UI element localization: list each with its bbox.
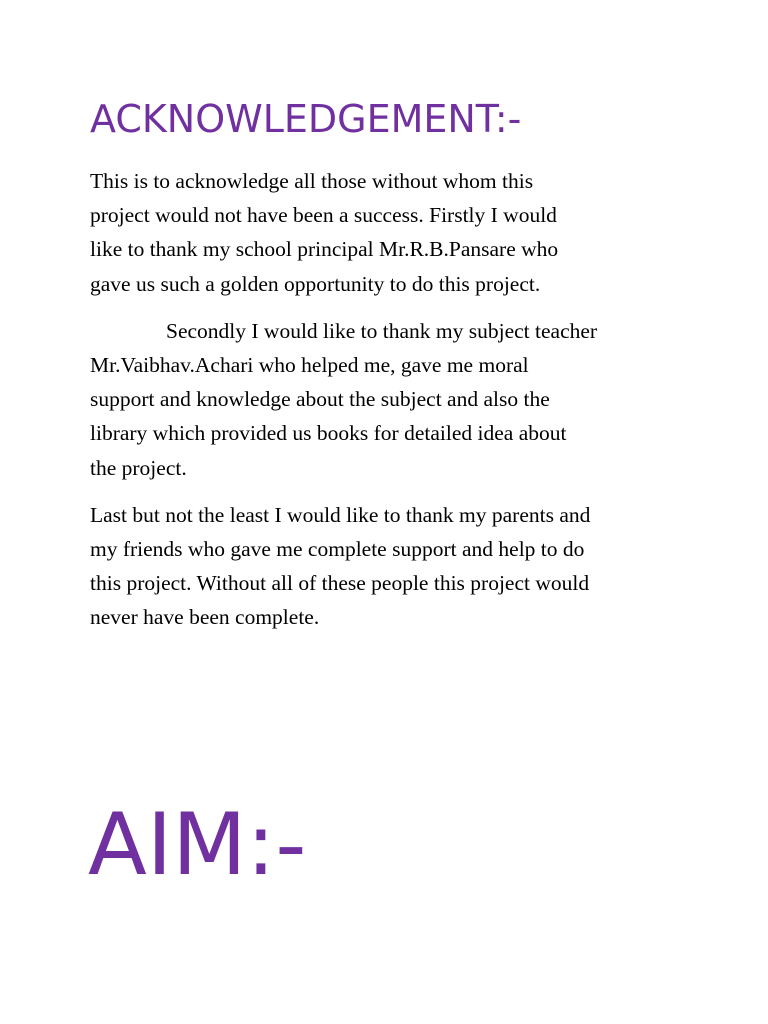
paragraph-line: Mr.Vaibhav.Achari who helped me, gave me moral: [90, 353, 529, 378]
paragraph-line: gave us such a golden opportunity to do this project.: [90, 271, 541, 296]
paragraph-line: library which provided us books for detailed idea about: [90, 421, 567, 446]
paragraph-1: [90, 164, 690, 301]
paragraph-line: the project.: [90, 455, 187, 480]
paragraph-3: [90, 498, 690, 635]
paragraph-line: my friends who gave me complete support and help to do: [90, 537, 585, 562]
aim-heading: AIM:-: [88, 795, 307, 895]
paragraph-line: like to thank my school principal Mr.R.B.Pansare who: [90, 237, 559, 262]
paragraph-2: [90, 314, 690, 485]
paragraph-line: This is to acknowledge all those without whom this: [90, 169, 534, 193]
paragraph-line: never have been complete.: [90, 605, 320, 630]
paragraph-line: support and knowledge about the subject and also the: [90, 387, 550, 412]
paragraph-line: Secondly I would like to thank my subject teacher: [166, 318, 598, 343]
acknowledgement-heading: ACKNOWLEDGEMENT:-: [90, 97, 522, 141]
paragraph-line: Last but not the least I would like to thank my parents and: [90, 502, 591, 527]
paragraph-line: this project. Without all of these people this project would: [90, 571, 590, 596]
acknowledgement-body: [90, 164, 690, 648]
paragraph-line: project would not have been a success. Firstly I would: [90, 203, 557, 228]
